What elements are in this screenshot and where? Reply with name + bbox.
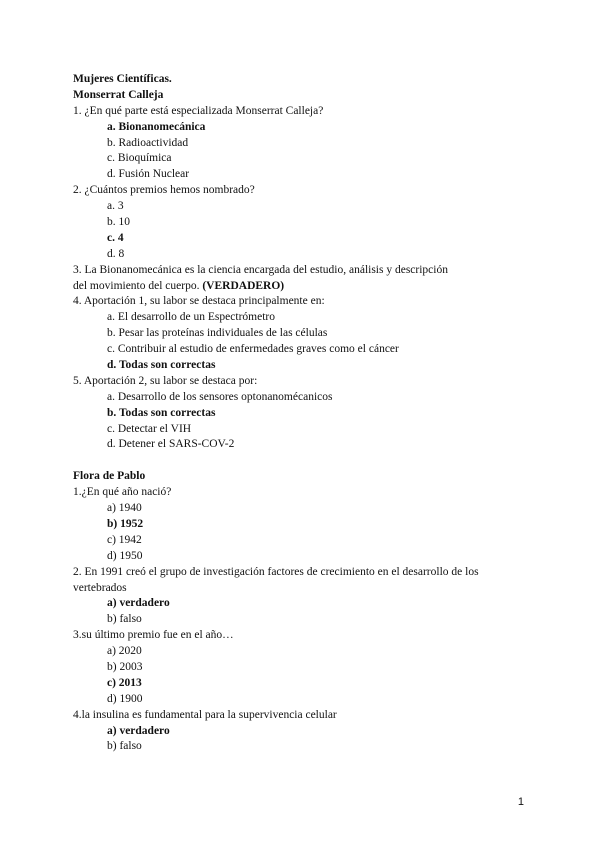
question-1: 1.¿En qué año nació? <box>73 486 172 499</box>
option: a. El desarrollo de un Espectrómetro <box>107 311 275 324</box>
option: c. Bioquímica <box>107 152 172 165</box>
option: a) 2020 <box>107 645 142 658</box>
option: a) 1940 <box>107 502 142 515</box>
option: d. Detener el SARS-COV-2 <box>107 438 235 451</box>
option-correct: a) verdadero <box>107 597 170 610</box>
option: b. 10 <box>107 216 130 229</box>
option-correct: d. Todas son correctas <box>107 359 216 372</box>
question-2-line-1: 2. En 1991 creó el grupo de investigación factores de crecimiento en el desarrollo de los <box>73 565 479 578</box>
document-title: Mujeres Científicas. <box>73 73 172 85</box>
option: b) falso <box>107 613 142 626</box>
page-number: 1 <box>517 796 524 808</box>
option: b) falso <box>107 740 142 753</box>
section-spacer <box>73 453 543 469</box>
question-3-text: del movimiento del cuerpo. <box>73 279 200 292</box>
option: d) 1900 <box>107 692 143 705</box>
question-3-line-2 <box>73 279 543 295</box>
option: b. Radioactividad <box>107 136 189 149</box>
option: c. Detectar el VIH <box>107 422 192 435</box>
section-heading-flora-de-pablo: Flora de Pablo <box>73 470 146 483</box>
option-correct: a. Bionanomecánica <box>107 120 206 133</box>
option-correct: c) 2013 <box>107 676 142 689</box>
option: d) 1950 <box>107 549 143 562</box>
question-2-line-2: vertebrados <box>73 581 127 594</box>
section-heading-monserrat-calleja: Monserrat Calleja <box>73 88 164 101</box>
question-5: 5. Aportación 2, su labor se destaca por: <box>73 374 258 387</box>
option-correct: b. Todas son correctas <box>107 406 216 419</box>
option: b. Pesar las proteínas individuales de las células <box>107 327 328 340</box>
question-3: 3.su último premio fue en el año… <box>73 629 234 642</box>
question-3-answer: (VERDADERO) <box>202 279 285 292</box>
option: d. Fusión Nuclear <box>107 168 190 181</box>
option: d. 8 <box>107 247 125 260</box>
option: a. Desarrollo de los sensores optonanomécanicos <box>107 390 333 403</box>
document-page <box>73 72 543 755</box>
option: a. 3 <box>107 200 124 213</box>
option: b) 2003 <box>107 660 143 673</box>
question-4: 4.la insulina es fundamental para la supervivencia celular <box>73 708 337 721</box>
option-correct: b) 1952 <box>107 517 144 530</box>
question-3-line-1: 3. La Bionanomecánica es la ciencia encargada del estudio, análisis y descripción <box>73 263 448 276</box>
question-4: 4. Aportación 1, su labor se destaca principalmente en: <box>73 295 325 308</box>
option-correct: a) verdadero <box>107 724 170 737</box>
question-1: 1. ¿En qué parte está especializada Monserrat Calleja? <box>73 104 324 117</box>
option-correct: c. 4 <box>107 231 124 244</box>
option: c) 1942 <box>107 533 142 546</box>
option: c. Contribuir al estudio de enfermedades graves como el cáncer <box>107 343 399 356</box>
question-2: 2. ¿Cuántos premios hemos nombrado? <box>73 184 255 197</box>
